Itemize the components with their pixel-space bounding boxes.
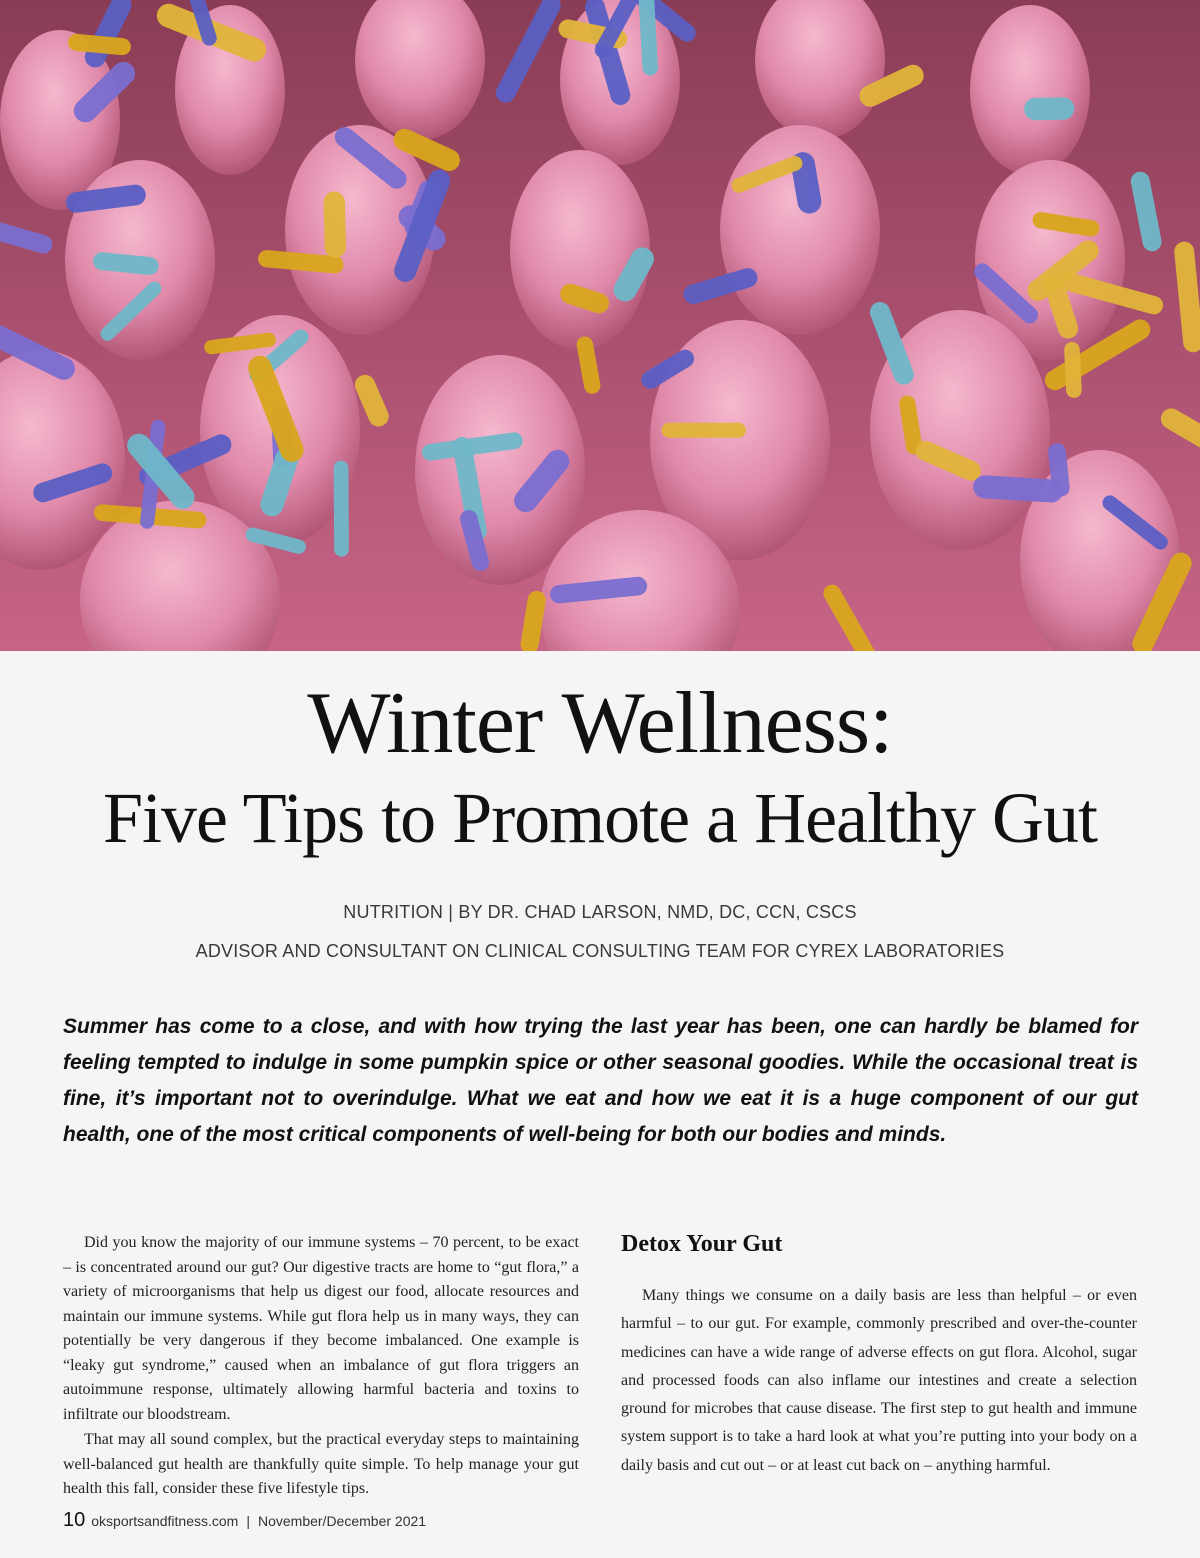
footer-separator: |: [246, 1513, 250, 1529]
hero-image: [0, 0, 1200, 651]
bacteria-rod: [334, 461, 349, 557]
title-line-2: Five Tips to Promote a Healthy Gut: [102, 778, 1098, 858]
gut-microbiome-illustration: [0, 0, 1200, 651]
article-title: [0, 672, 1200, 862]
section-heading: Detox Your Gut: [621, 1231, 783, 1257]
bacteria-rod: [1064, 342, 1082, 399]
bacteria-rod: [323, 191, 346, 258]
villus-shape: [510, 150, 650, 350]
body-paragraph: Many things we consume on a daily basis are less than helpful – or even harmful – to our gut. For example, commonly prescribed and over-the-counter medicines can have a wide range of adverse effects on gut flora. Alcohol, sugar and processed foods can also inflame our intestines and create a selection ground for microbes that cause disease. The first step to gut health and immune system support is to take a hard look at what you’re putting into your body on a daily basis and cut out – or at least cut back on – anything harmful.: [621, 1287, 1137, 1474]
bacteria-rod: [662, 423, 746, 438]
footer-issue: November/December 2021: [257, 1513, 427, 1529]
body-paragraph: That may all sound complex, but the practical everyday steps to maintaining well-balanced gut health are thankfully quite simple. To help manage your gut health this fall, consider these five lifestyle tips.: [63, 1431, 579, 1497]
byline: NUTRITION | BY DR. CHAD LARSON, NMD, DC, CCN, CSCS: [343, 902, 857, 922]
body-paragraph: Did you know the majority of our immune systems – 70 percent, to be exact – is concentrated around our gut? Our digestive tracts are home to “gut flora,” a variety of microorganisms that help us digest our food, allocate resources and maintain our immune systems. While gut flora help us in many ways, they can potentially be very dangerous if they become imbalanced. One example is “leaky gut syndrome,” caused when an imbalance of gut flora triggers an autoimmune response, ultimately allowing harmful bacteria and toxins to infiltrate our bloodstream.: [63, 1234, 579, 1423]
intro-paragraph: Summer has come to a close, and with how trying the last year has been, one can hardly be blamed for feeling tempted to indulge in some pumpkin spice or other seasonal goodies. While the occasional treat is fine, it’s important not to overindulge. What we eat and how we eat it is a huge component of our gut health, one of the most critical components of well-being for both our bodies and minds.: [63, 1015, 1138, 1146]
right-column: [621, 1228, 1137, 1480]
page-number: 10: [63, 1509, 86, 1531]
author-credential: ADVISOR AND CONSULTANT ON CLINICAL CONSULTING TEAM FOR CYREX LABORATORIES: [195, 941, 1005, 961]
page-footer: [63, 1509, 426, 1532]
bacteria-rod: [1024, 97, 1075, 120]
villus-shape: [970, 5, 1090, 175]
left-column: [63, 1231, 579, 1503]
footer-site: oksportsandfitness.com: [91, 1513, 239, 1529]
title-line-1: Winter Wellness:: [307, 675, 893, 772]
